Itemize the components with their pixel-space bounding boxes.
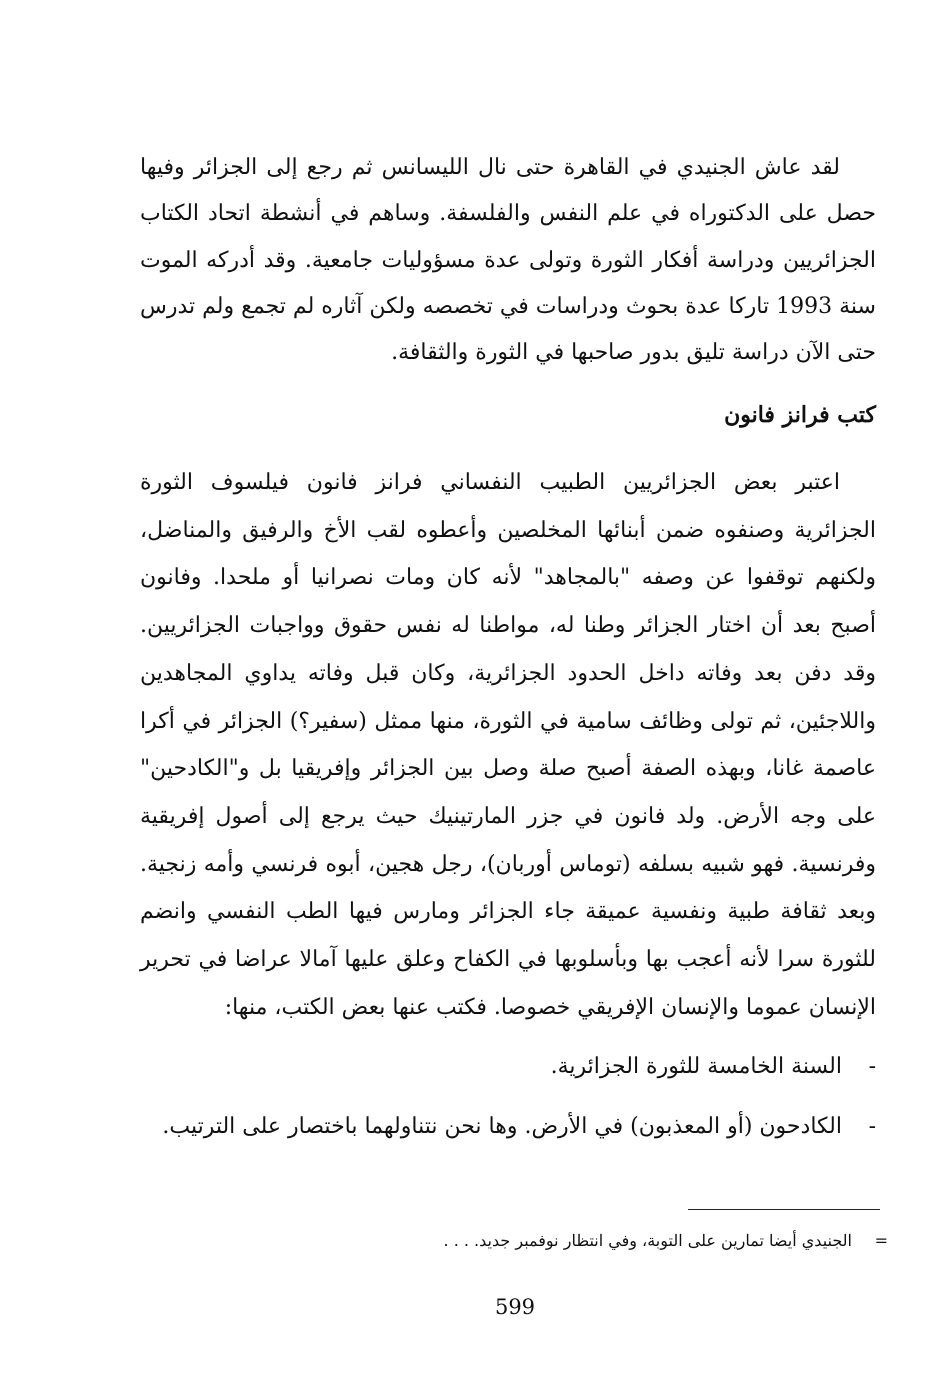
footnote-divider (688, 1209, 880, 1210)
footnote-text: الجنيدي أيضا تمارين على التوبة، وفي انتظار نوفمبر جديد. . . . (443, 1231, 852, 1250)
page-number: 599 (494, 1295, 536, 1319)
section-heading: كتب فرانز فانون (724, 402, 876, 428)
list-dash: - (868, 1054, 876, 1079)
list-item (140, 1104, 876, 1150)
footnote-mark: = (874, 1231, 888, 1250)
list-item (140, 1044, 876, 1090)
list-item-text: السنة الخامسة للثورة الجزائرية. (550, 1054, 842, 1079)
list-dash: - (868, 1114, 876, 1139)
body-paragraph-2: اعتبر بعض الجزائريين الطبيب النفساني فرانز فانون فيلسوف الثورة الجزائرية وصنفوه ضمن أبنائها المخلصين وأعطوه لقب الأخ والرفيق والمناضل، ولكنهم توقفوا عن وصفه "بالمجاهد" لأنه كان ومات نصرانيا أو ملحدا. وفانون أصبح بعد أن اختار الجزائر وطنا له، مواطنا له نفس حقوق وواجبات الجزائريين. وقد دفن بعد وفاته داخل الحدود الجزائرية، وكان قبل وفاته يداوي المجاهدين واللاجئين، ثم تولى وظائف سامية في الثورة، منها ممثل (سفير؟) الجزائر في أكرا عاصمة غانا، وبهذه الصفة أصبح صلة وصل بين الجزائر وإفريقيا بل و"الكادحين" على وجه الأرض. ولد فانون في جزر المارتينيك حيث يرجع إلى أصول إفريقية وفرنسية. فهو شبيه بسلفه (توماس أوربان)، رجل هجين، أبوه فرنسي وأمه زنجية. وبعد ثقافة طبية ونفسية عميقة جاء الجزائر ومارس فيها الطب النفسي وانضم للثورة سرا لأنه أعجب بها وبأسلوبها في الكفاح وعلق عليها آمالا عراضا في تحرير الإنسان عموما والإنسان الإفريقي خصوصا. فكتب عنها بعض الكتب، منها: (140, 470, 876, 1020)
body-paragraph-1: لقد عاش الجنيدي في القاهرة حتى نال الليسانس ثم رجع إلى الجزائر وفيها حصل على الدكتوراه في علم النفس والفلسفة. وساهم في أنشطة اتحاد الكتاب الجزائريين ودراسة أفكار الثورة وتولى عدة مسؤوليات جامعية. وقد أدركه الموت سنة 1993 تاركا عدة بحوث ودراسات في تخصصه ولكن آثاره لم تجمع ولم تدرس حتى الآن دراسة تليق بدور صاحبها في الثورة والثقافة. (140, 155, 876, 366)
list-item-text: الكادحون (أو المعذبون) في الأرض. وها نحن نتناولهما باختصار على الترتيب. (162, 1114, 842, 1139)
book-list (140, 1044, 876, 1164)
footnote (300, 1227, 896, 1255)
